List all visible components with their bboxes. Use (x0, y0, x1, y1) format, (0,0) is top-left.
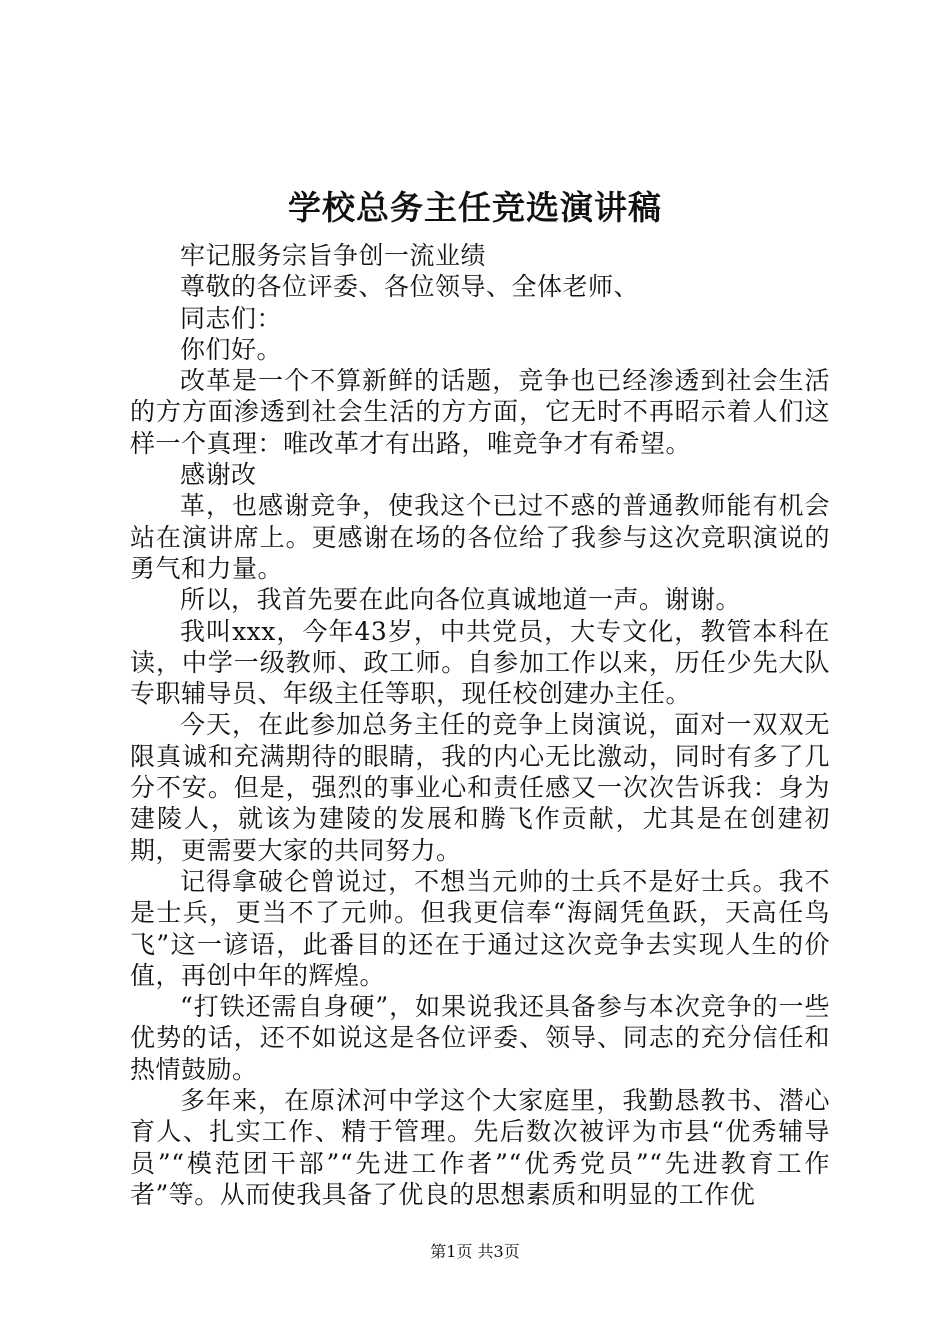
paragraph: 多年来，在原沭河中学这个大家庭里，我勤恳教书、潜心育人、扎实工作、精于管理。先后数次被评为市县“优秀辅导员”“模范团干部”“先进工作者”“优秀党员”“先进教育工作者”等。从而使我具备了优良的思想素质和明显的工作优 (130, 1086, 830, 1209)
paragraph-salutation: 尊敬的各位评委、各位领导、全体老师、 (180, 272, 640, 302)
paragraph: 我叫xxx，今年43岁，中共党员，大专文化，教管本科在读，中学一级教师、政工师。自参加工作以来，历任少先大队专职辅导员、年级主任等职，现任校创建办主任。 (130, 616, 830, 709)
paragraph-greeting: 你们好。 (180, 334, 283, 364)
paragraph: 记得拿破仑曾说过，不想当元帅的士兵不是好士兵。我不是士兵，更当不了元帅。但我更信奉“海阔凭鱼跃，天高任鸟飞”这一谚语，此番目的还在于通过这次竞争去实现人生的价值，再创中年的辉煌。 (130, 866, 830, 990)
paragraph: 感谢改 (180, 460, 257, 490)
page-footer: 第1页 共3页 (430, 1242, 520, 1261)
document-title: 学校总务主任竞选演讲稿 (288, 188, 662, 227)
paragraph: 革，也感谢竞争，使我这个已过不惑的普通教师能有机会站在演讲席上。更感谢在场的各位给了我参与这次竞职演说的勇气和力量。 (130, 491, 830, 583)
paragraph: 今天，在此参加总务主任的竞争上岗演说，面对一双双无限真诚和充满期待的眼睛，我的内心无比激动，同时有多了几分不安。但是，强烈的事业心和责任感又一次次告诉我：身为建陵人，就该为建陵的发展和腾飞作贡献，尤其是在创建初期，更需要大家的共同努力。 (130, 710, 830, 865)
paragraph-salutation-cont: 同志们： (180, 303, 283, 333)
paragraph: 改革是一个不算新鲜的话题，竞争也已经渗透到社会生活的方方面渗透到社会生活的方方面，它无时不再昭示着人们这样一个真理：唯改革才有出路，唯竞争才有希望。 (130, 366, 830, 458)
paragraph: “打铁还需自身硬”，如果说我还具备参与本次竞争的一些优势的话，还不如说这是各位评委、领导、同志的充分信任和热情鼓励。 (130, 992, 830, 1084)
paragraph-subtitle: 牢记服务宗旨争创一流业绩 (180, 241, 487, 270)
paragraph: 所以，我首先要在此向各位真诚地道一声。谢谢。 (180, 585, 742, 615)
document-body (130, 240, 830, 1210)
